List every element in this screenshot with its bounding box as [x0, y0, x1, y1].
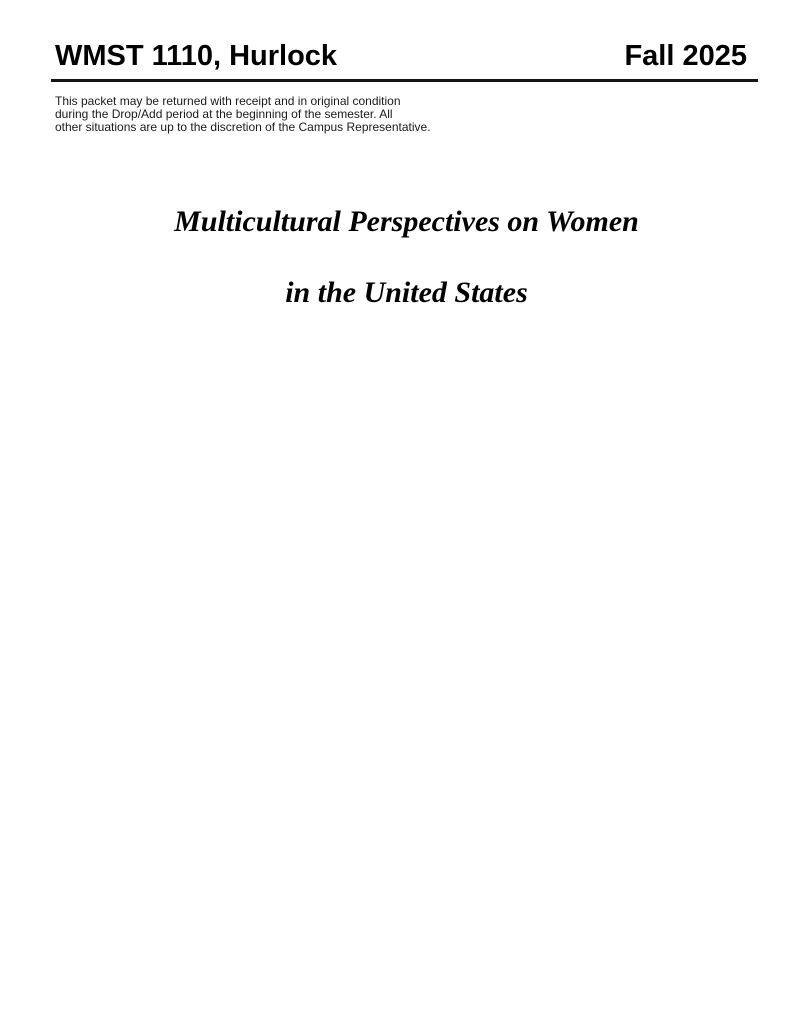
page-header	[55, 42, 747, 71]
course-title-line-1: Multicultural Perspectives on Women	[174, 205, 639, 238]
return-policy-notice	[55, 95, 431, 134]
term-header: Fall 2025	[624, 40, 747, 72]
course-header: WMST 1110, Hurlock	[55, 40, 338, 72]
notice-line-1: This packet may be returned with receipt and in original condition	[55, 94, 401, 108]
course-title-line-2: in the United States	[285, 276, 528, 309]
header-divider-rule	[51, 79, 758, 82]
notice-line-2: during the Drop/Add period at the beginning of the semester. All	[55, 107, 393, 121]
notice-line-3: other situations are up to the discretion of the Campus Representative.	[55, 120, 431, 134]
